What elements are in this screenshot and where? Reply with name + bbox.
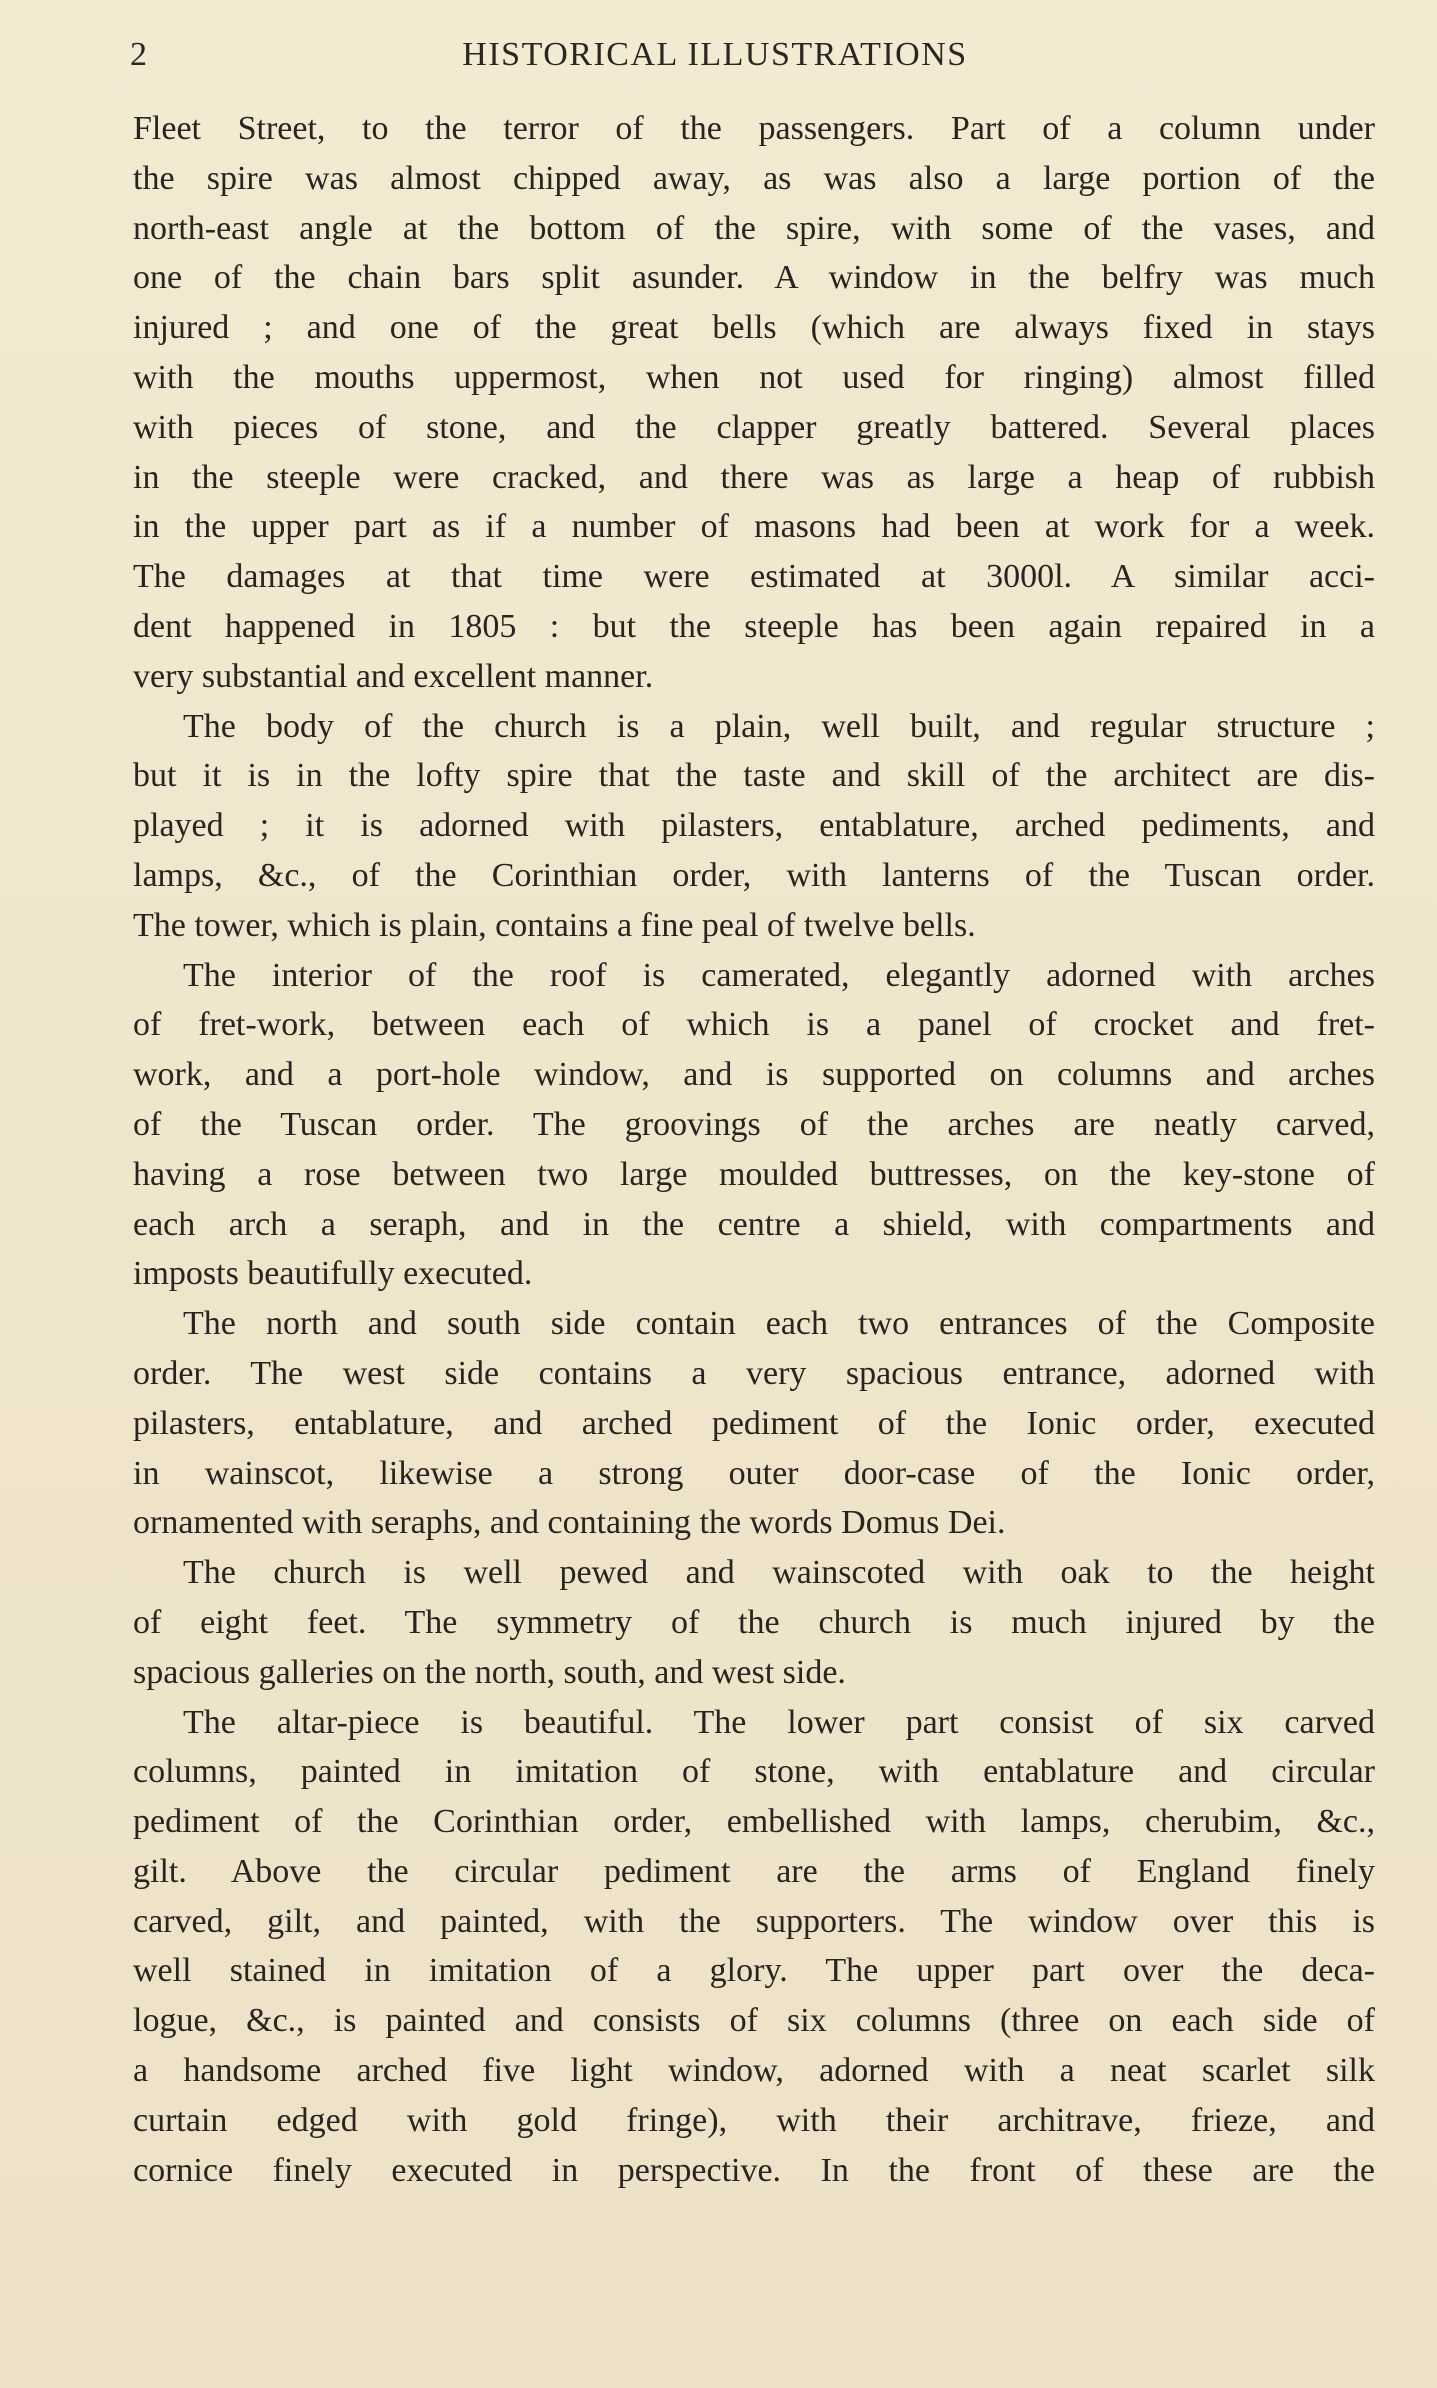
text-line: pediment of the Corinthian order, embellished with lamps, cherubim, &c., bbox=[133, 1803, 1375, 1841]
text-line: a handsome arched five light window, adorned with a neat scarlet silk bbox=[133, 2052, 1375, 2090]
text-line: in the steeple were cracked, and there was as large a heap of rubbish bbox=[133, 458, 1375, 496]
text-line: each arch a seraph, and in the centre a shield, with compartments and bbox=[133, 1205, 1375, 1243]
text-line: with pieces of stone, and the clapper greatly battered. Several places bbox=[133, 408, 1375, 446]
text-line: curtain edged with gold fringe), with their architrave, frieze, and bbox=[133, 2101, 1375, 2139]
text-line: in wainscot, likewise a strong outer door-case of the Ionic order, bbox=[133, 1454, 1375, 1492]
text-line: Fleet Street, to the terror of the passengers. Part of a column under bbox=[133, 110, 1375, 147]
text-line: dent happened in 1805 : but the steeple has been again repaired in a bbox=[133, 607, 1375, 645]
text-line: with the mouths uppermost, when not used for ringing) almost filled bbox=[133, 358, 1375, 396]
text-line: very substantial and excellent manner. bbox=[133, 657, 654, 695]
text-line: cornice finely executed in perspective. In the front of these are the bbox=[133, 2151, 1375, 2189]
text-line: having a rose between two large moulded buttresses, on the key-stone of bbox=[133, 1155, 1375, 1193]
text-line: of the Tuscan order. The groovings of the arches are neatly carved, bbox=[133, 1105, 1375, 1143]
text-line: The church is well pewed and wainscoted with oak to the height bbox=[183, 1554, 1375, 1592]
text-line: north-east angle at the bottom of the spire, with some of the vases, and bbox=[133, 209, 1375, 247]
page-header bbox=[130, 30, 1300, 80]
text-line: work, and a port-hole window, and is supported on columns and arches bbox=[133, 1056, 1375, 1094]
text-line: one of the chain bars split asunder. A window in the belfry was much bbox=[133, 259, 1375, 297]
text-line: The north and south side contain each two entrances of the Composite bbox=[183, 1305, 1375, 1343]
text-line: carved, gilt, and painted, with the supporters. The window over this is bbox=[133, 1902, 1375, 1940]
text-line: The body of the church is a plain, well built, and regular structure ; bbox=[183, 707, 1375, 745]
body-text bbox=[133, 104, 1375, 2195]
page-number: 2 bbox=[130, 36, 147, 73]
text-line: order. The west side contains a very spacious entrance, adorned with bbox=[133, 1354, 1375, 1392]
running-head: HISTORICAL ILLUSTRATIONS bbox=[462, 36, 968, 73]
text-line: The altar-piece is beautiful. The lower part consist of six carved bbox=[183, 1703, 1375, 1741]
text-line: of eight feet. The symmetry of the church is much injured by the bbox=[133, 1603, 1375, 1641]
text-line: but it is in the lofty spire that the taste and skill of the architect are dis- bbox=[133, 757, 1375, 795]
text-line: played ; it is adorned with pilasters, entablature, arched pediments, and bbox=[133, 807, 1375, 845]
text-line: of fret-work, between each of which is a panel of crocket and fret- bbox=[133, 1006, 1375, 1044]
text-line: columns, painted in imitation of stone, with entablature and circular bbox=[133, 1753, 1375, 1791]
text-line: in the upper part as if a number of masons had been at work for a week. bbox=[133, 508, 1375, 546]
text-line: the spire was almost chipped away, as was also a large portion of the bbox=[133, 159, 1375, 197]
text-line: The tower, which is plain, contains a fine peal of twelve bells. bbox=[133, 906, 976, 944]
text-line: ornamented with seraphs, and containing the words Domus Dei. bbox=[133, 1504, 1006, 1542]
text-line: The damages at that time were estimated at 3000l. A similar acci- bbox=[133, 558, 1375, 596]
text-line: well stained in imitation of a glory. The upper part over the deca- bbox=[133, 1952, 1375, 1990]
text-line: spacious galleries on the north, south, and west side. bbox=[133, 1653, 846, 1691]
text-line: imposts beautifully executed. bbox=[133, 1255, 533, 1293]
text-line: injured ; and one of the great bells (which are always fixed in stays bbox=[133, 309, 1375, 347]
text-line: pilasters, entablature, and arched pediment of the Ionic order, executed bbox=[133, 1404, 1375, 1442]
text-line: logue, &c., is painted and consists of six columns (three on each side of bbox=[133, 2002, 1375, 2040]
text-line: lamps, &c., of the Corinthian order, with lanterns of the Tuscan order. bbox=[133, 856, 1375, 894]
text-line: gilt. Above the circular pediment are the arms of England finely bbox=[133, 1852, 1375, 1890]
text-line: The interior of the roof is camerated, elegantly adorned with arches bbox=[183, 956, 1375, 994]
